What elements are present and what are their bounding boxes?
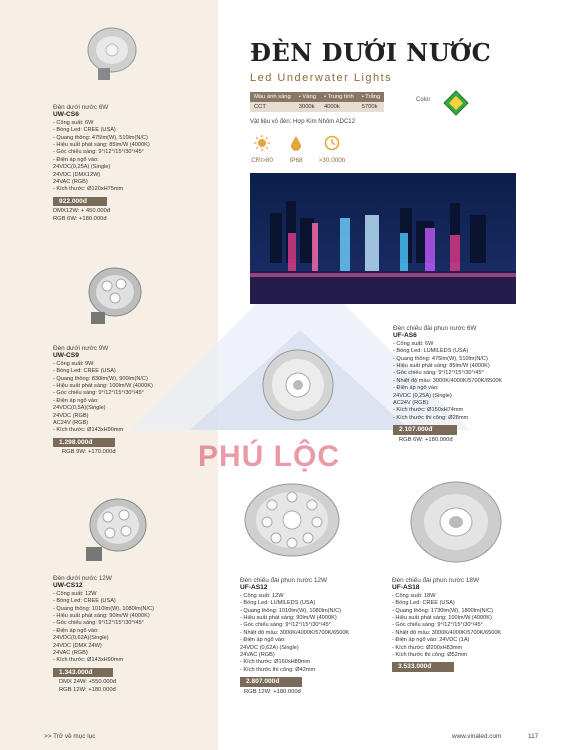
spec-line: - Bóng Led: CREE (USA)	[53, 127, 116, 134]
spec-line: 24VDC (0,62A) (Single)	[240, 644, 299, 651]
spec-line: 24VDC (DMX12W)	[53, 171, 101, 178]
option-price: RGB 6W: +180.000đ	[53, 215, 107, 222]
spec-line: AC24V (RGB)	[53, 420, 89, 427]
spec-line: - Hiệu suất phát sáng: 90lm/W (4000K)	[240, 615, 337, 622]
product-uw-cs9	[53, 345, 153, 457]
price-badge: 1.298.000đ	[53, 438, 115, 447]
price-badge: 922.000đ	[53, 197, 107, 206]
price-badge: 2.807.000đ	[240, 677, 302, 686]
cct-value-neutral: 4000k	[320, 102, 358, 112]
spec-line: - Góc chiếu sáng: 9°/12°/15°/30°/45°	[240, 622, 331, 629]
spec-line: AC24V (RGB)	[393, 400, 429, 407]
feature-text: >30.000h	[318, 157, 346, 164]
cct-header-cool: • Trắng	[358, 92, 384, 102]
cct-header-warm: • Vàng	[295, 92, 320, 102]
product-name: Đèn chiếu đài phun nước 18W	[392, 577, 479, 584]
cct-header-label: Màu ánh sáng	[250, 92, 295, 102]
spec-line: - Hiệu suất phát sáng: 100lm/W (4000K)	[53, 383, 153, 390]
price-badge: 3.533.000đ	[392, 662, 454, 671]
spec-line: - Góc chiếu sáng: 9°/12°/15°/30°/45°	[392, 622, 483, 629]
spec-line: - Công suất: 9W	[53, 360, 94, 367]
page-number: 117	[528, 733, 539, 740]
spec-line: - Điện áp ngõ vào:	[393, 385, 439, 392]
spec-line: - Hiệu suất phát sáng: 85lm/W (4000K)	[393, 363, 490, 370]
spec-line: - Kích thước: Ø160xH80mm	[240, 659, 311, 666]
cct-value-warm: 3000k	[295, 102, 320, 112]
product-name: Đèn dưới nước 6W	[53, 104, 109, 111]
spec-line: - Kích thước: Ø120xH75mm	[53, 186, 124, 193]
product-image-uw-cs12	[82, 493, 152, 563]
spec-line: - Kích thước: Ø143xH90mm	[53, 657, 124, 664]
spec-line: - Công suất: 6W	[53, 119, 94, 126]
spec-line: 24VDC(0,62A)(Single)	[53, 635, 109, 642]
hero-fountain-photo	[250, 173, 516, 304]
spec-line: - Hiệu suất phát sáng: 100lm/W (4000K)	[392, 615, 492, 622]
product-image-uw-cs6	[80, 22, 140, 82]
spec-line: - Nhiệt độ màu: 3000K/4000K/5700K/6500K	[240, 629, 350, 636]
product-image-uw-cs9	[85, 262, 145, 328]
certification-badge-icon	[443, 90, 469, 116]
option-price: RGB 6W: +180.000đ	[399, 436, 453, 443]
spec-line: - Bóng Led: LUMILEDS (USA)	[240, 600, 316, 607]
spec-line: 24VDC (DMX 24W)	[53, 642, 102, 649]
feature-text: CRI>80	[251, 157, 273, 164]
spec-line: 24VDC(0,5A)(Single)	[53, 405, 106, 412]
product-name: Đèn chiếu đài phun nước 12W	[240, 577, 327, 584]
option-price: RGB 12W: +180.000đ	[244, 688, 301, 695]
spec-line: - Góc chiếu sáng: 9°/12°/15°/30°/45°	[393, 370, 484, 377]
color-label: Color	[416, 97, 431, 103]
spec-line: 24VAC (RGB)	[240, 652, 275, 659]
spec-line: 24VAC (RGB)	[53, 650, 88, 657]
product-name: Đèn dưới nước 12W	[53, 575, 112, 582]
material-note: Vật liệu vỏ đèn: Hợp Kim Nhôm ADC12	[250, 119, 355, 125]
cct-row-label: CCT	[250, 102, 295, 112]
product-code: UF-AS6	[393, 332, 417, 340]
feature-ip	[276, 135, 316, 164]
spec-line: - Kích thước: Ø200xH83mm	[392, 644, 463, 651]
option-price: RGB 12W: +180.000đ	[59, 686, 116, 693]
website-url[interactable]: www.vinaled.com	[452, 733, 502, 740]
back-to-contents-link[interactable]: >> Trở về mục lục	[44, 733, 96, 740]
product-code: UW-CS6	[53, 111, 79, 119]
spec-line: - Góc chiếu sáng: 9°/12°/15°/30°/45°	[53, 390, 144, 397]
spec-line: - Bóng Led: LUMILEDS (USA)	[393, 348, 469, 355]
spec-line: - Hiệu suất phát sáng: 90lm/W (4000K)	[53, 613, 150, 620]
product-image-uf-as6	[258, 345, 338, 425]
spec-line: 24VDC(0,25A) (Single)	[53, 164, 111, 171]
droplet-icon	[288, 135, 304, 151]
spec-line: - Quang thông: 830lm(W), 900lm(N/C)	[53, 375, 148, 382]
spec-line: - Công suất: 12W	[240, 592, 284, 599]
product-name: Đèn chiếu đài phun nước 6W	[393, 325, 477, 332]
spec-line: - Kích thước thi công: Ø42mm	[240, 666, 316, 673]
product-uf-as12	[240, 577, 349, 696]
option-price: DMX 24W: +550.000đ	[59, 679, 117, 686]
product-code: UW-CS9	[53, 352, 79, 360]
product-image-uf-as18	[408, 478, 504, 566]
option-price: RGB 9W: +170.000đ	[62, 449, 116, 456]
spec-line: - Quang thông: 1010lm(W), 1080lm(N/C)	[53, 605, 155, 612]
spec-line: - Điện áp ngõ vào:	[53, 397, 99, 404]
spec-line: 24VAC (RGB)	[53, 179, 88, 186]
spec-line: - Quang thông: 475lm(W), 510lm(N/C)	[393, 355, 488, 362]
product-code: UW-CS12	[53, 582, 83, 590]
product-code: UF-AS12	[240, 584, 268, 592]
price-badge: 2.107.000đ	[393, 425, 457, 434]
spec-line: - Bóng Led: CREE (USA)	[53, 368, 116, 375]
spec-line: - Điện áp ngõ vào:	[240, 637, 286, 644]
sun-icon	[254, 135, 270, 151]
product-uw-cs6	[53, 104, 150, 223]
spec-line: - Nhiệt độ màu: 3000K/4000K/5700K/6500K	[393, 377, 503, 384]
spec-line: - Điện áp ngõ vào:	[53, 156, 99, 163]
spec-line: - Kích thước: Ø143xH90mm	[53, 427, 124, 434]
product-code: UF-AS18	[392, 584, 420, 592]
spec-line: 24VDC (0,25A) (Single)	[393, 392, 452, 399]
spec-line: - Hiệu suất phát sáng: 85lm/W (4000K)	[53, 142, 150, 149]
cct-value-cool: 5700k	[358, 102, 384, 112]
page-subtitle: Led Underwater Lights	[250, 72, 393, 84]
spec-line: - Công suất: 6W	[393, 340, 434, 347]
spec-line: - Góc chiếu sáng: 9°/12°/15°/30°/45°	[53, 149, 144, 156]
option-price: DMX12W: + 450.000đ	[53, 208, 111, 215]
cct-header-neutral: • Trung tính	[320, 92, 358, 102]
spec-line: - Bóng Led: CREE (USA)	[53, 598, 116, 605]
feature-text: IP68	[289, 157, 303, 164]
watermark-text: PHÚ LỘC	[198, 440, 340, 473]
spec-line: - Góc chiếu sáng: 9°/12°/15°/30°/45°	[53, 620, 144, 627]
price-badge: 1.343.000đ	[53, 668, 113, 677]
spec-line: - Điện áp ngõ vào:	[53, 627, 99, 634]
spec-line: - Công suất: 12W	[53, 590, 97, 597]
product-uw-cs12	[53, 575, 154, 694]
spec-line: - Kích thước: Ø150xH74mm	[393, 407, 464, 414]
color-temperature-table	[250, 92, 384, 112]
feature-lifetime	[312, 135, 352, 164]
product-uf-as18	[392, 577, 501, 674]
spec-line: - Kích thước thi công: Ø52mm	[392, 652, 468, 659]
spec-line: - Điện áp ngõ vào: 24VDC (1A)	[392, 637, 470, 644]
spec-line: - Quang thông: 1730lm(W), 1800lm(N/C)	[392, 607, 494, 614]
spec-line: - Nhiệt độ màu: 3000K/4000K/5700K/6500K	[392, 629, 502, 636]
spec-line: - Bóng Led: CREE (USA)	[392, 600, 455, 607]
product-name: Đèn dưới nước 9W	[53, 345, 109, 352]
clock-icon	[324, 135, 340, 151]
spec-line: - Quang thông: 1010lm(W), 1080lm(N/C)	[240, 607, 342, 614]
spec-line: - Công suất: 18W	[392, 592, 436, 599]
product-uf-as6	[393, 325, 502, 444]
spec-line: - Kích thước thi công: Ø28mm	[393, 414, 469, 421]
product-image-uf-as12	[242, 480, 342, 560]
spec-line: 24VDC (RGB)	[53, 412, 89, 419]
page-title: ĐÈN DƯỚI NƯỚC	[250, 38, 492, 67]
spec-line: - Quang thông: 475lm(W), 510lm(N/C)	[53, 134, 148, 141]
